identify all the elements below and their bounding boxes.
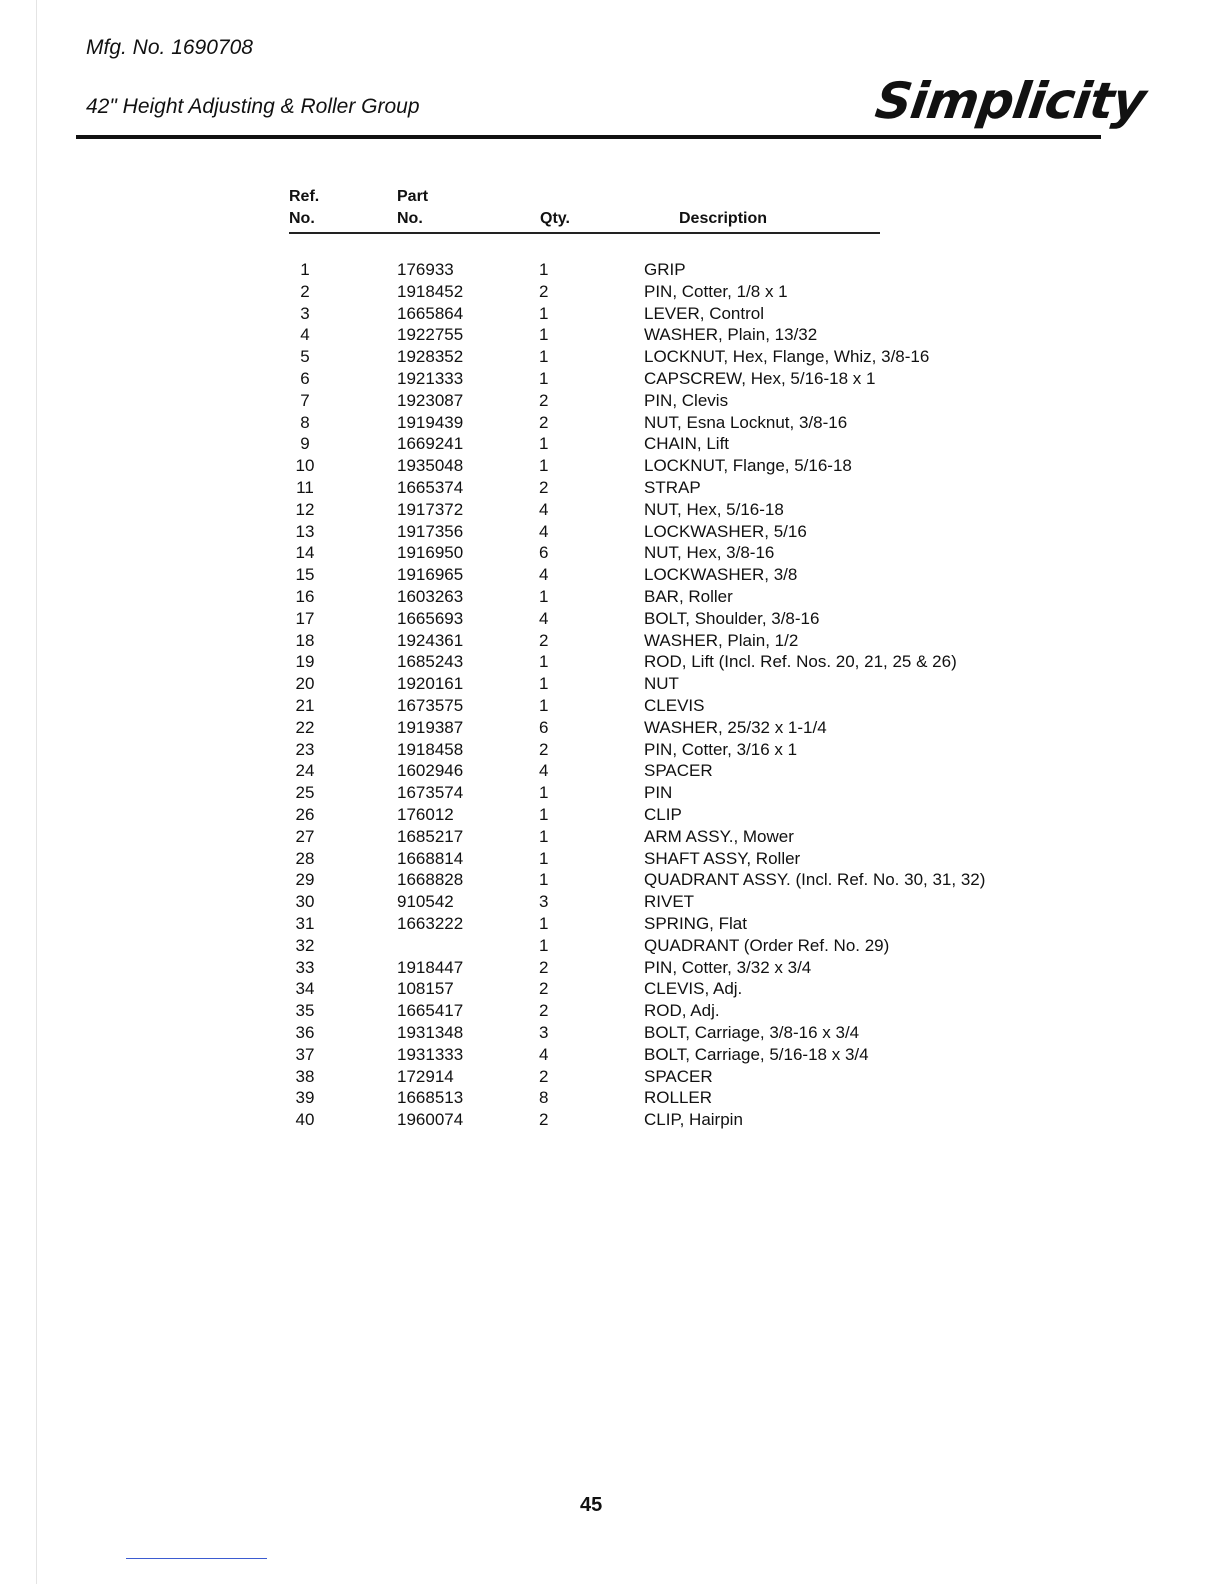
qty-cell: 2 <box>539 739 549 759</box>
part-no-cell: 1663222 <box>397 914 464 933</box>
qty-cell: 1 <box>539 914 549 933</box>
description-cell: BAR, Roller <box>644 587 733 606</box>
part-no-cell: 1916965 <box>397 565 464 585</box>
table-row <box>0 696 1224 718</box>
ref-no-cell: 38 <box>295 1066 315 1086</box>
qty-cell: 2 <box>539 630 549 650</box>
part-no-cell: 1922755 <box>397 325 464 345</box>
qty-header: Qty. <box>540 210 570 227</box>
ref-no-cell: 8 <box>300 412 310 432</box>
table-row <box>0 325 1224 347</box>
part-no-cell: 176933 <box>397 260 454 279</box>
qty-cell: 1 <box>539 870 549 890</box>
ref-no-cell: 33 <box>295 957 315 977</box>
qty-cell: 1 <box>539 805 549 824</box>
qty-cell: 1 <box>539 652 549 672</box>
qty-cell: 8 <box>539 1088 549 1108</box>
table-row <box>0 434 1224 456</box>
ref-no-cell: 10 <box>295 456 315 476</box>
description-cell: ROLLER <box>644 1088 713 1108</box>
part-no-cell: 1685217 <box>397 826 464 846</box>
ref-no-cell: 22 <box>295 717 315 737</box>
qty-cell: 1 <box>539 325 549 345</box>
table-row <box>0 761 1224 783</box>
description-cell: WASHER, 25/32 x 1-1/4 <box>644 717 827 737</box>
ref-no-cell: 23 <box>295 739 315 759</box>
table-row <box>0 304 1224 326</box>
part-no-cell: 1919387 <box>397 717 464 737</box>
description-cell: CLIP, Hairpin <box>644 1110 743 1130</box>
table-row <box>0 718 1224 740</box>
table-row <box>0 413 1224 435</box>
qty-cell: 2 <box>539 1110 549 1130</box>
ref-no-cell: 16 <box>295 587 315 606</box>
qty-cell: 1 <box>539 434 549 454</box>
part-no-cell: 1924361 <box>397 630 464 650</box>
table-row <box>0 674 1224 696</box>
table-row <box>0 740 1224 762</box>
part-no-cell: 1918452 <box>397 281 464 301</box>
ref-no-cell: 32 <box>295 935 315 955</box>
qty-cell: 1 <box>539 935 549 955</box>
ref-no-cell: 4 <box>300 325 310 345</box>
qty-cell: 1 <box>539 369 549 388</box>
table-row <box>0 892 1224 914</box>
description-cell: PIN <box>644 783 673 803</box>
ref-no-cell: 2 <box>300 281 310 301</box>
description-cell: BOLT, Shoulder, 3/8-16 <box>644 608 820 628</box>
table-header-rule <box>289 232 880 234</box>
description-cell: BOLT, Carriage, 5/16-18 x 3/4 <box>644 1044 869 1064</box>
qty-cell: 3 <box>539 1023 549 1042</box>
description-cell: WASHER, Plain, 13/32 <box>644 325 818 345</box>
qty-cell: 2 <box>539 1066 549 1086</box>
table-row <box>0 1023 1224 1045</box>
part-no-cell: 1921333 <box>397 369 464 388</box>
part-no-cell: 1920161 <box>397 674 464 694</box>
ref-no-cell: 5 <box>300 347 310 367</box>
part-no-cell: 1665374 <box>397 478 464 497</box>
ref-no-cell: 26 <box>295 805 315 824</box>
qty-cell: 1 <box>539 587 549 606</box>
description-cell: SPRING, Flat <box>644 914 747 933</box>
part-no-cell: 1919439 <box>397 412 464 432</box>
ref-no-cell: 36 <box>295 1023 315 1042</box>
qty-cell: 2 <box>539 979 549 999</box>
description-cell: CLIP <box>644 805 682 824</box>
qty-cell: 1 <box>539 674 549 694</box>
table-row <box>0 565 1224 587</box>
ref-no-cell: 37 <box>295 1044 315 1064</box>
part-no-cell: 1665693 <box>397 608 464 628</box>
table-row <box>0 849 1224 871</box>
part-no-cell: 1602946 <box>397 761 464 781</box>
qty-cell: 1 <box>539 783 549 803</box>
description-cell: SHAFT ASSY, Roller <box>644 848 801 868</box>
ref-no-cell: 17 <box>295 608 315 628</box>
part-no-cell: 1668814 <box>397 848 464 868</box>
part-no-cell: 1916950 <box>397 543 464 563</box>
table-row <box>0 1110 1224 1132</box>
qty-cell: 1 <box>539 826 549 846</box>
part-no-cell: 1673574 <box>397 783 464 803</box>
ref-no-cell: 25 <box>295 783 315 803</box>
table-row <box>0 652 1224 674</box>
description-cell: CLEVIS <box>644 696 705 715</box>
description-cell: ARM ASSY., Mower <box>644 826 794 846</box>
description-cell: STRAP <box>644 478 701 497</box>
table-row <box>0 914 1224 936</box>
table-row <box>0 369 1224 391</box>
table-row <box>0 260 1224 282</box>
description-cell: PIN, Cotter, 3/16 x 1 <box>644 739 798 759</box>
table-row <box>0 1088 1224 1110</box>
part-no-cell: 1665417 <box>397 1001 464 1021</box>
description-cell: NUT <box>644 674 679 694</box>
footer-link-line <box>126 1558 267 1559</box>
qty-cell: 1 <box>539 848 549 868</box>
qty-cell: 4 <box>539 761 549 781</box>
description-cell: LOCKNUT, Flange, 5/16-18 <box>644 456 852 476</box>
ref-no-cell: 29 <box>295 870 315 890</box>
part-no-cell: 1935048 <box>397 456 464 476</box>
header-rule <box>76 135 1101 139</box>
part-no-cell: 1931348 <box>397 1023 464 1042</box>
table-row <box>0 500 1224 522</box>
part-no-cell: 1673575 <box>397 696 464 715</box>
ref-no-cell: 21 <box>295 696 315 715</box>
description-cell: CLEVIS, Adj. <box>644 979 743 999</box>
description-cell: PIN, Cotter, 1/8 x 1 <box>644 281 788 301</box>
ref-no-header: Ref. No. <box>289 188 320 227</box>
description-cell: NUT, Hex, 3/8-16 <box>644 543 775 563</box>
qty-cell: 4 <box>539 499 549 519</box>
part-no-cell: 1665864 <box>397 303 464 323</box>
table-row <box>0 631 1224 653</box>
table-row <box>0 478 1224 500</box>
ref-no-cell: 15 <box>295 565 315 585</box>
table-row <box>0 587 1224 609</box>
ref-no-cell: 39 <box>295 1088 315 1108</box>
description-cell: NUT, Hex, 5/16-18 <box>644 499 784 519</box>
table-row <box>0 936 1224 958</box>
description-cell: NUT, Esna Locknut, 3/8-16 <box>644 412 848 432</box>
part-no-cell: 1669241 <box>397 434 464 454</box>
ref-no-cell: 20 <box>295 674 315 694</box>
ref-no-cell: 12 <box>295 499 315 519</box>
description-cell: LEVER, Control <box>644 303 764 323</box>
table-row <box>0 979 1224 1001</box>
description-cell: WASHER, Plain, 1/2 <box>644 630 799 650</box>
table-row <box>0 870 1224 892</box>
table-row <box>0 522 1224 544</box>
part-no-cell: 1918447 <box>397 957 464 977</box>
table-row <box>0 609 1224 631</box>
table-row <box>0 783 1224 805</box>
ref-no-cell: 9 <box>300 434 310 454</box>
ref-no-cell: 34 <box>295 979 315 999</box>
part-no-header: Part No. <box>397 188 429 227</box>
part-no-cell: 1685243 <box>397 652 464 672</box>
qty-cell: 2 <box>539 957 549 977</box>
page-number: 45 <box>580 1494 603 1516</box>
qty-cell: 1 <box>539 696 549 715</box>
qty-cell: 3 <box>539 892 549 912</box>
part-no-cell: 910542 <box>397 892 454 912</box>
description-cell: LOCKWASHER, 3/8 <box>644 565 798 585</box>
description-cell: LOCKNUT, Hex, Flange, Whiz, 3/8-16 <box>644 347 930 367</box>
qty-cell: 1 <box>539 347 549 367</box>
table-row <box>0 1045 1224 1067</box>
ref-no-cell: 13 <box>295 521 315 541</box>
qty-cell: 1 <box>539 303 549 323</box>
ref-no-cell: 3 <box>300 303 310 323</box>
qty-cell: 2 <box>539 281 549 301</box>
table-row <box>0 456 1224 478</box>
part-no-cell: 1923087 <box>397 390 464 410</box>
description-cell: PIN, Cotter, 3/32 x 3/4 <box>644 957 812 977</box>
ref-no-cell: 1 <box>300 260 310 279</box>
table-row <box>0 347 1224 369</box>
mfg-number: Mfg. No. 1690708 <box>86 36 253 59</box>
qty-cell: 2 <box>539 412 549 432</box>
qty-cell: 1 <box>539 456 549 476</box>
table-row <box>0 391 1224 413</box>
part-no-cell: 172914 <box>397 1066 454 1086</box>
ref-no-cell: 11 <box>296 478 314 497</box>
description-cell: SPACER <box>644 1066 713 1086</box>
ref-no-cell: 27 <box>295 826 315 846</box>
description-cell: CAPSCREW, Hex, 5/16-18 x 1 <box>644 369 876 388</box>
description-cell: BOLT, Carriage, 3/8-16 x 3/4 <box>644 1023 860 1042</box>
description-cell: SPACER <box>644 761 713 781</box>
part-no-cell: 176012 <box>397 805 454 824</box>
qty-cell: 6 <box>539 717 549 737</box>
qty-cell: 4 <box>539 1044 549 1064</box>
ref-no-cell: 24 <box>295 761 315 781</box>
description-cell: CHAIN, Lift <box>644 434 730 454</box>
table-row <box>0 282 1224 304</box>
table-row <box>0 827 1224 849</box>
description-cell: RIVET <box>644 892 695 912</box>
ref-no-cell: 18 <box>295 630 315 650</box>
description-cell: QUADRANT ASSY. (Incl. Ref. No. 30, 31, 32) <box>644 870 986 890</box>
qty-cell: 2 <box>539 390 549 410</box>
qty-cell: 6 <box>539 543 549 563</box>
qty-cell: 2 <box>539 478 549 497</box>
qty-cell: 4 <box>539 521 549 541</box>
description-cell: ROD, Lift (Incl. Ref. Nos. 20, 21, 25 & 26) <box>644 652 957 672</box>
ref-no-cell: 6 <box>300 369 310 388</box>
description-cell: GRIP <box>644 260 686 279</box>
table-row <box>0 958 1224 980</box>
part-no-cell: 1918458 <box>397 739 464 759</box>
part-no-cell: 1917372 <box>397 499 464 519</box>
ref-no-cell: 35 <box>295 1001 315 1021</box>
page-title: 42" Height Adjusting & Roller Group <box>86 95 420 118</box>
ref-no-cell: 28 <box>295 848 315 868</box>
part-no-cell: 1960074 <box>397 1110 464 1130</box>
table-row <box>0 1001 1224 1023</box>
ref-no-cell: 30 <box>295 892 315 912</box>
table-row <box>0 1067 1224 1089</box>
ref-no-cell: 7 <box>300 390 310 410</box>
part-no-cell: 1668828 <box>397 870 464 890</box>
part-no-cell: 1668513 <box>397 1088 464 1108</box>
ref-no-cell: 31 <box>295 914 315 933</box>
part-no-cell: 1931333 <box>397 1044 464 1064</box>
description-header: Description <box>679 210 768 227</box>
description-cell: LOCKWASHER, 5/16 <box>644 521 807 541</box>
ref-no-cell: 40 <box>295 1110 315 1130</box>
qty-cell: 4 <box>539 565 549 585</box>
table-row <box>0 805 1224 827</box>
ref-no-cell: 19 <box>295 652 315 672</box>
ref-no-cell: 14 <box>295 543 315 563</box>
part-no-cell: 108157 <box>397 979 454 999</box>
description-cell: QUADRANT (Order Ref. No. 29) <box>644 935 890 955</box>
qty-cell: 4 <box>539 608 549 628</box>
qty-cell: 2 <box>539 1001 549 1021</box>
description-cell: PIN, Clevis <box>644 390 729 410</box>
qty-cell: 1 <box>539 260 549 279</box>
brand-logo: Simplicity <box>871 72 1149 130</box>
description-cell: ROD, Adj. <box>644 1001 720 1021</box>
part-no-cell: 1928352 <box>397 347 464 367</box>
table-row <box>0 543 1224 565</box>
part-no-cell: 1917356 <box>397 521 464 541</box>
part-no-cell: 1603263 <box>397 587 464 606</box>
